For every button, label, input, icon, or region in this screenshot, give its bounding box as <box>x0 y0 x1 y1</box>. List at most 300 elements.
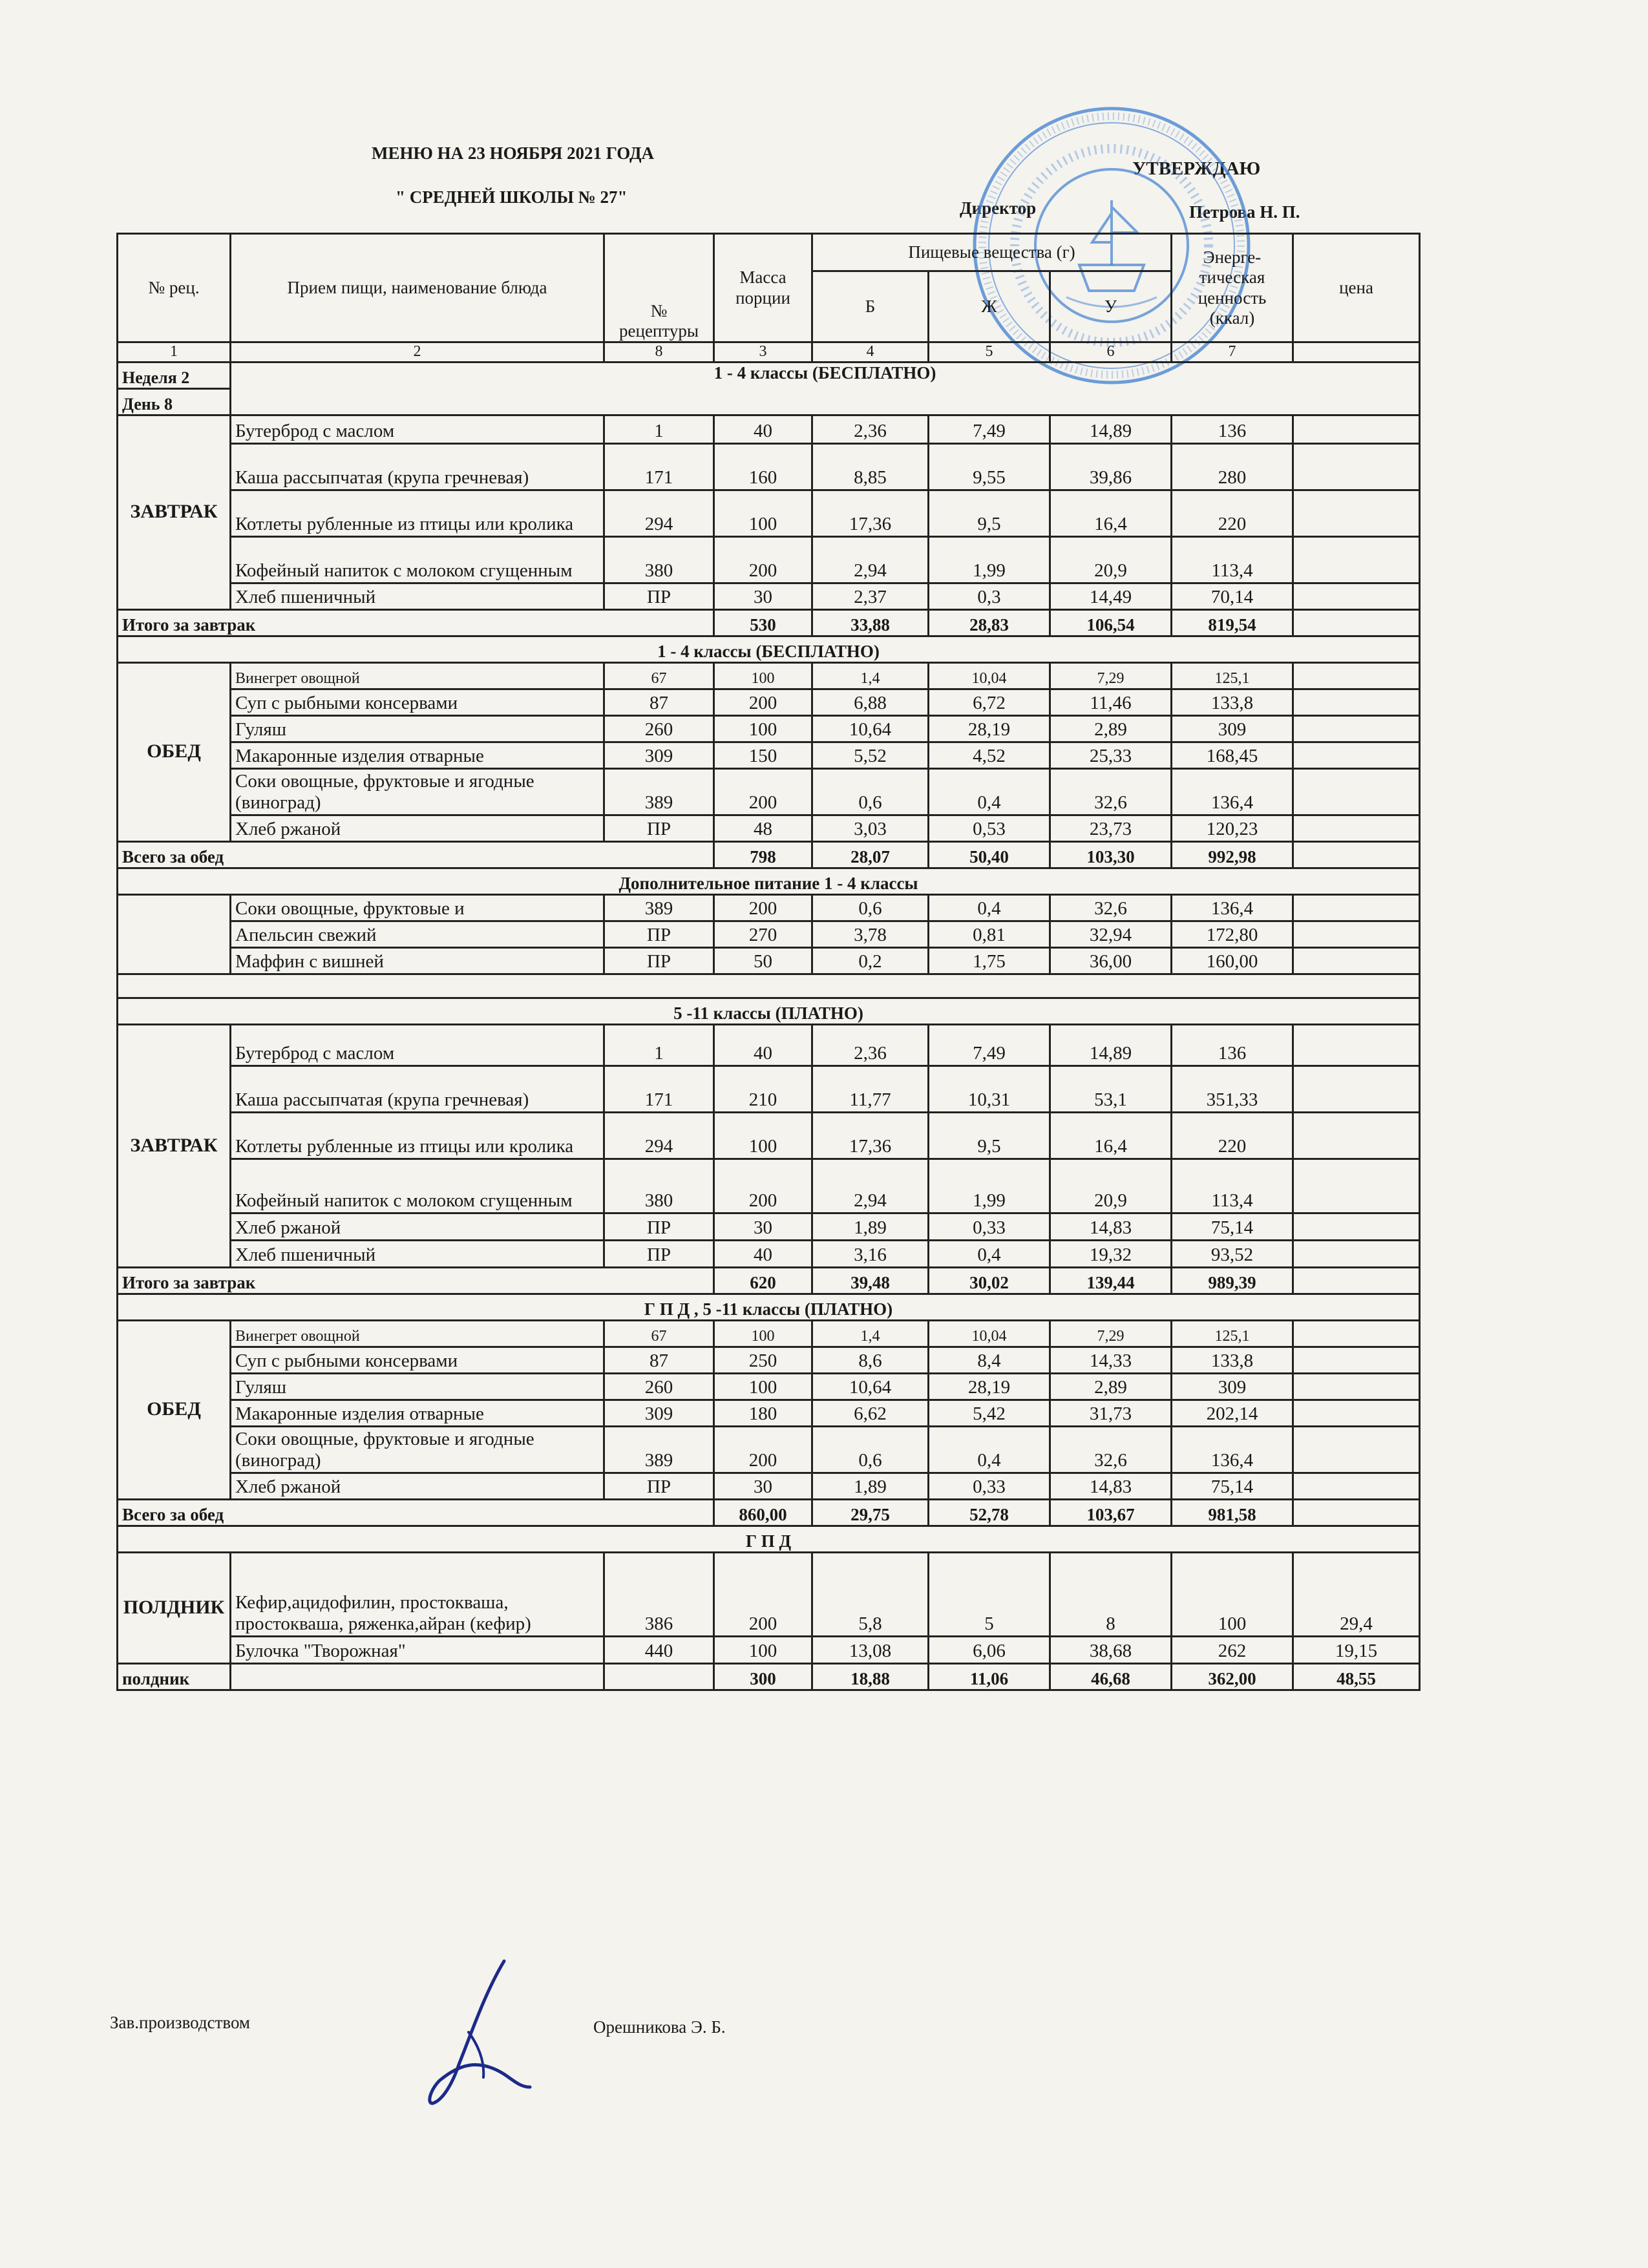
header-protein: Б <box>812 271 929 342</box>
total-fat: 30,02 <box>929 1267 1050 1294</box>
extra-group <box>118 894 1420 974</box>
energy-kcal: 351,33 <box>1172 1066 1293 1112</box>
protein: 3,03 <box>812 815 929 841</box>
recipe-number: 389 <box>604 894 714 921</box>
dish-name: Котлеты рубленные из птицы или кролика <box>231 490 604 536</box>
total-mass: 798 <box>714 841 812 868</box>
price <box>1293 921 1420 947</box>
meal-label: ПОЛДНИК <box>118 1552 231 1663</box>
total-protein: 39,48 <box>812 1267 929 1294</box>
fat: 6,06 <box>929 1636 1050 1663</box>
fat: 1,99 <box>929 536 1050 583</box>
total-carbs: 46,68 <box>1050 1663 1172 1690</box>
price <box>1293 768 1420 815</box>
recipe-number: 67 <box>604 1320 714 1347</box>
energy-kcal: 93,52 <box>1172 1240 1293 1267</box>
price <box>1293 583 1420 609</box>
dish-name: Винегрет овощной <box>231 1320 604 1347</box>
fat: 5 <box>929 1552 1050 1636</box>
snack-group <box>118 1552 1420 1663</box>
fat: 10,04 <box>929 1320 1050 1347</box>
recipe-number: 260 <box>604 715 714 742</box>
dish-name: Хлеб ржаной <box>231 815 604 841</box>
total-row <box>118 1499 1420 1526</box>
section-title: Г П Д <box>118 1526 1420 1552</box>
energy-kcal: 309 <box>1172 715 1293 742</box>
total-price <box>1293 841 1420 868</box>
energy-kcal: 133,8 <box>1172 689 1293 715</box>
dish-name: Кофейный напиток с молоком сгущенным <box>231 1159 604 1213</box>
portion-mass: 200 <box>714 1426 812 1473</box>
header-carbs: У <box>1050 271 1172 342</box>
fat: 0,81 <box>929 921 1050 947</box>
carbs: 36,00 <box>1050 947 1172 974</box>
recipe-number: 1 <box>604 1024 714 1066</box>
recipe-number: 87 <box>604 1347 714 1373</box>
recipe-number: ПР <box>604 1240 714 1267</box>
total-protein: 18,88 <box>812 1663 929 1690</box>
total-carbs: 139,44 <box>1050 1267 1172 1294</box>
dish-row <box>118 815 1420 841</box>
dish-row <box>118 583 1420 609</box>
price <box>1293 1213 1420 1240</box>
signature <box>407 1955 549 2110</box>
total-fat: 28,83 <box>929 609 1050 636</box>
protein: 13,08 <box>812 1636 929 1663</box>
dish-row <box>118 1552 1420 1636</box>
price <box>1293 1400 1420 1426</box>
portion-mass: 40 <box>714 1240 812 1267</box>
total-carbs: 106,54 <box>1050 609 1172 636</box>
energy-kcal: 309 <box>1172 1373 1293 1400</box>
dish-row <box>118 1240 1420 1267</box>
price <box>1293 1320 1420 1347</box>
total-price <box>1293 609 1420 636</box>
energy-kcal: 125,1 <box>1172 662 1293 689</box>
energy-kcal: 120,23 <box>1172 815 1293 841</box>
carbs: 7,29 <box>1050 662 1172 689</box>
dish-name: Котлеты рубленные из птицы или кролика <box>231 1112 604 1159</box>
recipe-number: ПР <box>604 1473 714 1499</box>
protein: 2,94 <box>812 1159 929 1213</box>
recipe-number: 309 <box>604 1400 714 1426</box>
dish-name: Хлеб ржаной <box>231 1473 604 1499</box>
total-row <box>118 1663 1420 1690</box>
recipe-number: ПР <box>604 815 714 841</box>
dish-row <box>118 715 1420 742</box>
section-title: 1 - 4 классы (БЕСПЛАТНО) <box>118 636 1420 662</box>
fat: 4,52 <box>929 742 1050 768</box>
portion-mass: 270 <box>714 921 812 947</box>
section-title: Г П Д , 5 -11 классы (ПЛАТНО) <box>118 1294 1420 1320</box>
colnum: 4 <box>812 342 929 362</box>
dish-row <box>118 1159 1420 1213</box>
protein: 3,16 <box>812 1240 929 1267</box>
protein: 3,78 <box>812 921 929 947</box>
portion-mass: 100 <box>714 490 812 536</box>
carbs: 32,6 <box>1050 894 1172 921</box>
protein: 2,36 <box>812 1024 929 1066</box>
dish-name: Кефир,ацидофилин, простокваша, простокваша, ряженка,айран (кефир) <box>231 1552 604 1636</box>
recipe-number: 260 <box>604 1373 714 1400</box>
colnum: 6 <box>1050 342 1172 362</box>
portion-mass: 30 <box>714 583 812 609</box>
total-fat: 11,06 <box>929 1663 1050 1690</box>
protein: 8,6 <box>812 1347 929 1373</box>
carbs: 8 <box>1050 1552 1172 1636</box>
header-mass: Масса порции <box>714 234 812 342</box>
meal-label: ОБЕД <box>118 1320 231 1499</box>
energy-kcal: 220 <box>1172 1112 1293 1159</box>
total-empty <box>604 1663 714 1690</box>
fat: 28,19 <box>929 1373 1050 1400</box>
dish-row <box>118 921 1420 947</box>
carbs: 7,29 <box>1050 1320 1172 1347</box>
carbs: 14,83 <box>1050 1473 1172 1499</box>
breakfast-1-group <box>118 415 1420 609</box>
protein: 2,94 <box>812 536 929 583</box>
fat: 0,4 <box>929 768 1050 815</box>
meal-label: ЗАВТРАК <box>118 415 231 609</box>
total-kcal: 992,98 <box>1172 841 1293 868</box>
header-nutrients: Пищевые вещества (г) <box>812 234 1172 271</box>
carbs: 14,33 <box>1050 1347 1172 1373</box>
recipe-number: 294 <box>604 1112 714 1159</box>
header-dish: Прием пищи, наименование блюда <box>231 234 604 342</box>
dish-row <box>118 662 1420 689</box>
portion-mass: 210 <box>714 1066 812 1112</box>
dish-row <box>118 443 1420 490</box>
dish-name: Хлеб ржаной <box>231 1213 604 1240</box>
portion-mass: 100 <box>714 1320 812 1347</box>
protein: 0,6 <box>812 1426 929 1473</box>
fat: 1,75 <box>929 947 1050 974</box>
energy-kcal: 262 <box>1172 1636 1293 1663</box>
dish-row <box>118 1066 1420 1112</box>
price <box>1293 490 1420 536</box>
energy-kcal: 113,4 <box>1172 536 1293 583</box>
portion-mass: 100 <box>714 715 812 742</box>
portion-mass: 160 <box>714 443 812 490</box>
carbs: 14,83 <box>1050 1213 1172 1240</box>
dish-name: Соки овощные, фруктовые и ягодные (виноград) <box>231 768 604 815</box>
energy-kcal: 70,14 <box>1172 583 1293 609</box>
total-label: полдник <box>118 1663 231 1690</box>
protein: 6,88 <box>812 689 929 715</box>
header-rec: № рец. <box>118 234 231 342</box>
total-protein: 28,07 <box>812 841 929 868</box>
total-kcal: 989,39 <box>1172 1267 1293 1294</box>
protein: 0,6 <box>812 894 929 921</box>
portion-mass: 200 <box>714 689 812 715</box>
menu-title: МЕНЮ НА 23 НОЯБРЯ 2021 ГОДА <box>372 143 655 163</box>
dish-name: Гуляш <box>231 715 604 742</box>
energy-kcal: 136,4 <box>1172 1426 1293 1473</box>
dish-row <box>118 415 1420 443</box>
protein: 6,62 <box>812 1400 929 1426</box>
total-kcal: 819,54 <box>1172 609 1293 636</box>
total-fat: 52,78 <box>929 1499 1050 1526</box>
dish-name: Суп с рыбными консервами <box>231 1347 604 1373</box>
portion-mass: 250 <box>714 1347 812 1373</box>
price <box>1293 1347 1420 1373</box>
portion-mass: 180 <box>714 1400 812 1426</box>
dish-row <box>118 1024 1420 1066</box>
dish-name: Хлеб пшеничный <box>231 583 604 609</box>
total-mass: 620 <box>714 1267 812 1294</box>
protein: 11,77 <box>812 1066 929 1112</box>
price <box>1293 415 1420 443</box>
dish-row <box>118 1213 1420 1240</box>
total-mass: 300 <box>714 1663 812 1690</box>
recipe-number: 389 <box>604 1426 714 1473</box>
energy-kcal: 168,45 <box>1172 742 1293 768</box>
price <box>1293 1373 1420 1400</box>
dish-row <box>118 1112 1420 1159</box>
carbs: 31,73 <box>1050 1400 1172 1426</box>
total-kcal: 362,00 <box>1172 1663 1293 1690</box>
breakfast-2-group <box>118 1024 1420 1267</box>
carbs: 25,33 <box>1050 742 1172 768</box>
recipe-number: 389 <box>604 768 714 815</box>
portion-mass: 200 <box>714 894 812 921</box>
total-label: Всего за обед <box>118 841 714 868</box>
approve-label: УТВЕРЖДАЮ <box>1132 158 1261 179</box>
director-name: Петрова Н. П. <box>1189 202 1300 222</box>
price <box>1293 1426 1420 1473</box>
dish-name: Апельсин свежий <box>231 921 604 947</box>
recipe-number: 309 <box>604 742 714 768</box>
portion-mass: 100 <box>714 662 812 689</box>
carbs: 39,86 <box>1050 443 1172 490</box>
energy-kcal: 136 <box>1172 415 1293 443</box>
dish-row <box>118 1347 1420 1373</box>
fat: 9,55 <box>929 443 1050 490</box>
menu-table <box>116 233 1421 1691</box>
dish-row <box>118 1473 1420 1499</box>
price <box>1293 1112 1420 1159</box>
energy-kcal: 75,14 <box>1172 1213 1293 1240</box>
portion-mass: 40 <box>714 1024 812 1066</box>
dish-row <box>118 1426 1420 1473</box>
total-empty <box>231 1663 604 1690</box>
footer-role: Зав.производством <box>110 2013 251 2032</box>
colnum: 5 <box>929 342 1050 362</box>
recipe-number: ПР <box>604 947 714 974</box>
fat: 0,33 <box>929 1213 1050 1240</box>
portion-mass: 48 <box>714 815 812 841</box>
price <box>1293 894 1420 921</box>
recipe-number: ПР <box>604 1213 714 1240</box>
protein: 17,36 <box>812 490 929 536</box>
recipe-number: 386 <box>604 1552 714 1636</box>
total-kcal: 981,58 <box>1172 1499 1293 1526</box>
spacer-row <box>118 974 1420 998</box>
total-price <box>1293 1267 1420 1294</box>
carbs: 53,1 <box>1050 1066 1172 1112</box>
carbs: 20,9 <box>1050 536 1172 583</box>
total-protein: 33,88 <box>812 609 929 636</box>
energy-kcal: 125,1 <box>1172 1320 1293 1347</box>
dish-name: Бутерброд с маслом <box>231 1024 604 1066</box>
recipe-number: 171 <box>604 443 714 490</box>
dish-row <box>118 1320 1420 1347</box>
protein: 1,89 <box>812 1213 929 1240</box>
carbs: 2,89 <box>1050 715 1172 742</box>
portion-mass: 100 <box>714 1373 812 1400</box>
carbs: 11,46 <box>1050 689 1172 715</box>
dish-name: Винегрет овощной <box>231 662 604 689</box>
portion-mass: 200 <box>714 768 812 815</box>
energy-kcal: 136,4 <box>1172 894 1293 921</box>
fat: 0,4 <box>929 1240 1050 1267</box>
carbs: 14,49 <box>1050 583 1172 609</box>
meal-label <box>118 894 231 974</box>
lunch-2-group <box>118 1320 1420 1499</box>
total-carbs: 103,30 <box>1050 841 1172 868</box>
dish-name: Соки овощные, фруктовые и <box>231 894 604 921</box>
price <box>1293 662 1420 689</box>
fat: 7,49 <box>929 1024 1050 1066</box>
total-mass: 860,00 <box>714 1499 812 1526</box>
price <box>1293 742 1420 768</box>
dish-row <box>118 490 1420 536</box>
fat: 28,19 <box>929 715 1050 742</box>
colnum: 7 <box>1172 342 1293 362</box>
director-label: Директор <box>960 198 1037 218</box>
protein: 17,36 <box>812 1112 929 1159</box>
dish-name: Макаронные изделия отварные <box>231 742 604 768</box>
recipe-number: 1 <box>604 415 714 443</box>
total-carbs: 103,67 <box>1050 1499 1172 1526</box>
carbs: 32,6 <box>1050 1426 1172 1473</box>
dish-name: Каша рассыпчатая (крупа гречневая) <box>231 443 604 490</box>
colnum: 1 <box>118 342 231 362</box>
protein: 8,85 <box>812 443 929 490</box>
dish-name: Суп с рыбными консервами <box>231 689 604 715</box>
total-row <box>118 1267 1420 1294</box>
recipe-number: 380 <box>604 536 714 583</box>
price <box>1293 689 1420 715</box>
dish-name: Маффин с вишней <box>231 947 604 974</box>
lunch-1-group <box>118 662 1420 841</box>
total-protein: 29,75 <box>812 1499 929 1526</box>
total-fat: 50,40 <box>929 841 1050 868</box>
carbs: 23,73 <box>1050 815 1172 841</box>
price <box>1293 1473 1420 1499</box>
portion-mass: 200 <box>714 1552 812 1636</box>
dish-row <box>118 1636 1420 1663</box>
total-price <box>1293 1499 1420 1526</box>
fat: 10,04 <box>929 662 1050 689</box>
price: 29,4 <box>1293 1552 1420 1636</box>
recipe-number: 87 <box>604 689 714 715</box>
carbs: 16,4 <box>1050 1112 1172 1159</box>
energy-kcal: 113,4 <box>1172 1159 1293 1213</box>
energy-kcal: 133,8 <box>1172 1347 1293 1373</box>
carbs: 2,89 <box>1050 1373 1172 1400</box>
day-label: День 8 <box>118 388 231 415</box>
energy-kcal: 136 <box>1172 1024 1293 1066</box>
fat: 8,4 <box>929 1347 1050 1373</box>
dish-name: Хлеб пшеничный <box>231 1240 604 1267</box>
dish-row <box>118 1400 1420 1426</box>
fat: 9,5 <box>929 1112 1050 1159</box>
fat: 0,33 <box>929 1473 1050 1499</box>
protein: 1,89 <box>812 1473 929 1499</box>
price <box>1293 1066 1420 1112</box>
carbs: 32,6 <box>1050 768 1172 815</box>
fat: 1,99 <box>929 1159 1050 1213</box>
fat: 10,31 <box>929 1066 1050 1112</box>
recipe-number: ПР <box>604 921 714 947</box>
portion-mass: 50 <box>714 947 812 974</box>
energy-kcal: 160,00 <box>1172 947 1293 974</box>
fat: 5,42 <box>929 1400 1050 1426</box>
portion-mass: 30 <box>714 1473 812 1499</box>
total-price: 48,55 <box>1293 1663 1420 1690</box>
price <box>1293 1240 1420 1267</box>
price <box>1293 1024 1420 1066</box>
total-row <box>118 841 1420 868</box>
dish-row <box>118 742 1420 768</box>
recipe-number: 380 <box>604 1159 714 1213</box>
dish-name: Кофейный напиток с молоком сгущенным <box>231 536 604 583</box>
total-label: Итого за завтрак <box>118 609 714 636</box>
fat: 0,3 <box>929 583 1050 609</box>
fat: 0,53 <box>929 815 1050 841</box>
recipe-number: 67 <box>604 662 714 689</box>
protein: 1,4 <box>812 1320 929 1347</box>
total-row <box>118 609 1420 636</box>
carbs: 20,9 <box>1050 1159 1172 1213</box>
energy-kcal: 75,14 <box>1172 1473 1293 1499</box>
dish-name: Каша рассыпчатая (крупа гречневая) <box>231 1066 604 1112</box>
dish-name: Бутерброд с маслом <box>231 415 604 443</box>
dish-row <box>118 768 1420 815</box>
price <box>1293 1159 1420 1213</box>
portion-mass: 100 <box>714 1636 812 1663</box>
header-recipe: № рецептуры <box>604 234 714 342</box>
section-title: 1 - 4 классы (БЕСПЛАТНО) <box>231 362 1420 415</box>
dish-row <box>118 1373 1420 1400</box>
energy-kcal: 202,14 <box>1172 1400 1293 1426</box>
portion-mass: 150 <box>714 742 812 768</box>
section-title: Дополнительное питание 1 - 4 классы <box>118 868 1420 894</box>
fat: 7,49 <box>929 415 1050 443</box>
price <box>1293 536 1420 583</box>
dish-row <box>118 894 1420 921</box>
protein: 10,64 <box>812 1373 929 1400</box>
carbs: 38,68 <box>1050 1636 1172 1663</box>
colnum <box>1293 342 1420 362</box>
energy-kcal: 136,4 <box>1172 768 1293 815</box>
recipe-number: 171 <box>604 1066 714 1112</box>
price <box>1293 815 1420 841</box>
energy-kcal: 220 <box>1172 490 1293 536</box>
carbs: 14,89 <box>1050 1024 1172 1066</box>
fat: 0,4 <box>929 894 1050 921</box>
header-fat: Ж <box>929 271 1050 342</box>
dish-name: Макаронные изделия отварные <box>231 1400 604 1426</box>
fat: 9,5 <box>929 490 1050 536</box>
recipe-number: ПР <box>604 583 714 609</box>
section-title: 5 -11 классы (ПЛАТНО) <box>118 998 1420 1024</box>
portion-mass: 200 <box>714 1159 812 1213</box>
total-mass: 530 <box>714 609 812 636</box>
portion-mass: 40 <box>714 415 812 443</box>
dish-name: Булочка "Творожная" <box>231 1636 604 1663</box>
